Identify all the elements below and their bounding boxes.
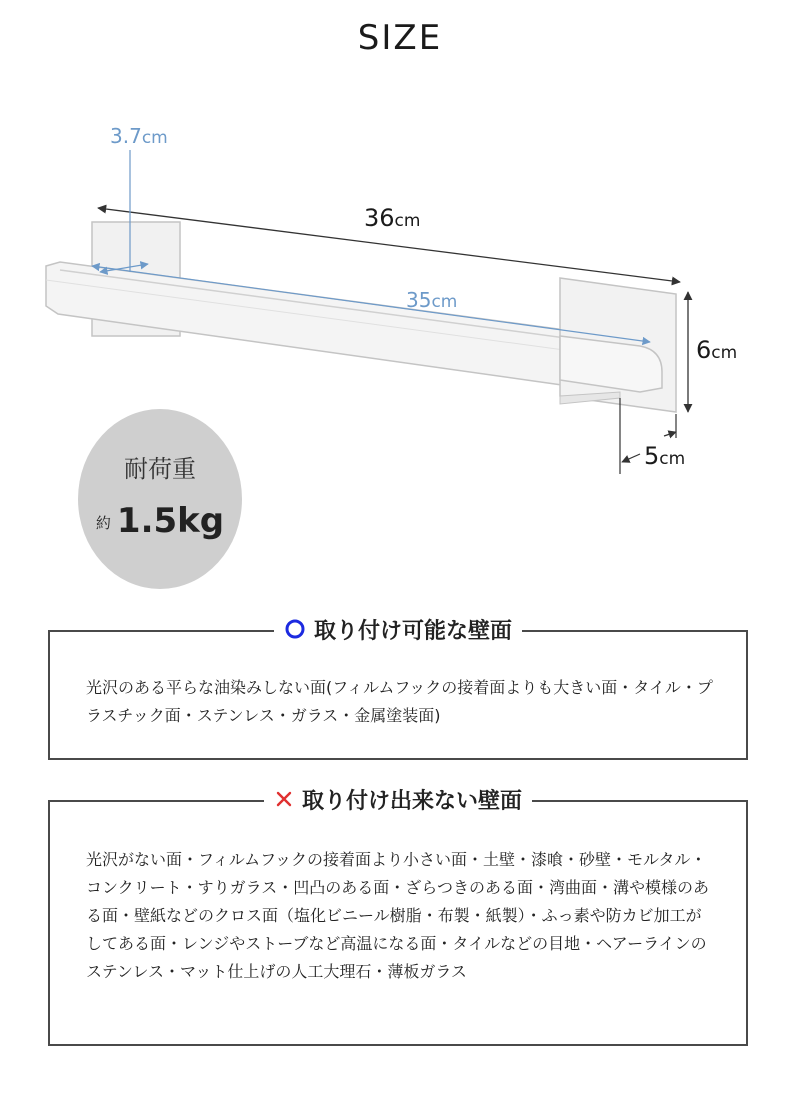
dim-height-label: 6cm: [696, 336, 738, 364]
dim-line-5-arrow-a: [622, 454, 640, 462]
suitable-surfaces-title: 取り付け可能な壁面: [313, 619, 512, 644]
circle-icon: [284, 618, 306, 646]
unsuitable-surfaces-box: [48, 789, 748, 1046]
load-capacity-value-row: [78, 501, 242, 541]
load-capacity-prefix: 約: [95, 514, 111, 532]
unsuitable-surfaces-text: 光沢がない面・フィルムフックの接着面より小さい面・土壁・漆喰・砂壁・モルタル・コンクリート・すりガラス・凹凸のある面・ざらつきのある面・湾曲面・溝や模様のある面・壁紙などのクロス面（塩化ビニール樹脂・布製・紙製）・ふっ素や防カビ加工がしてある面・レンジやストーブなど高温になる面・タイルなどの目地・ヘアーラインのステンレス・マット仕上げの人工大理石・薄板ガラス: [86, 850, 710, 981]
unsuitable-surfaces-header: [50, 784, 746, 815]
dim-inner-width-label: 35cm: [406, 288, 458, 312]
dim-depth-bottom-label: 5cm: [644, 442, 686, 470]
dim-depth-top-label: 3.7cm: [110, 124, 168, 148]
cross-icon: [274, 789, 294, 815]
page-title: SIZE: [357, 18, 443, 58]
suitable-surfaces-text: 光沢のある平らな油染みしない面(フィルムフックの接着面よりも大きい面・タイル・プラスチック面・ステンレス・ガラス・金属塗装面): [86, 678, 713, 725]
suitable-surfaces-box: [48, 619, 748, 760]
suitable-surfaces-header: [50, 614, 746, 646]
dim-line-5-arrow-b: [664, 432, 676, 436]
dim-total-width-label: 36cm: [364, 204, 421, 232]
load-capacity-badge: [78, 409, 242, 589]
unsuitable-surfaces-title: 取り付け出来ない壁面: [301, 789, 522, 814]
load-capacity-value: 1.5kg: [116, 501, 225, 541]
load-capacity-label: 耐荷重: [124, 455, 196, 483]
